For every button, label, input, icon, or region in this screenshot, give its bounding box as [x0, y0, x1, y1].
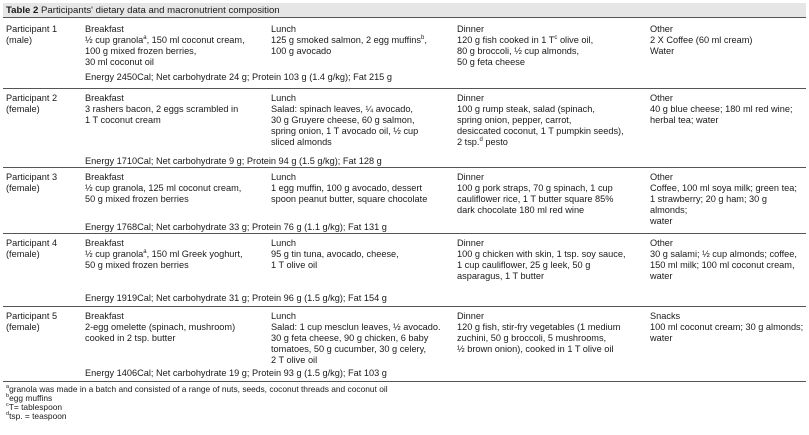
- table-bottom-rule: [3, 381, 806, 382]
- participant-name: Participant 2: [6, 93, 58, 103]
- lunch-heading: Lunch: [271, 172, 297, 182]
- footnote-text: T= tablespoon: [8, 402, 63, 412]
- lunch-text: Salad: 1 cup mesclun leaves, ½ avocado. 30 g feta cheese, 90 g chicken, 6 baby tomatoes, 50 g cucumber, 30 g celery, 2 T olive oil: [271, 322, 441, 365]
- breakfast-text: 3 rashers bacon, 2 eggs scrambled in 1 T coconut cream: [85, 104, 239, 125]
- participant-name: Participant 1: [6, 24, 58, 34]
- footnote-text: egg muffins: [9, 393, 53, 403]
- breakfast-text: ½ cup granola: [85, 249, 144, 259]
- participant-name: Participant 5: [6, 311, 58, 321]
- lunch-cell: [271, 238, 451, 271]
- lunch-text: 95 g tin tuna, avocado, cheese, 1 T olive oil: [271, 249, 399, 270]
- other-text: 2 X Coffee (60 ml cream) Water: [650, 35, 753, 56]
- participant-sex: (male): [6, 35, 33, 45]
- footnote-ref: a: [143, 34, 147, 41]
- footnote-mark: b: [6, 393, 10, 400]
- dinner-heading: Dinner: [457, 311, 485, 321]
- dinner-text: 120 g fish, stir-fry vegetables (1 medium zuchini, 50 g broccoli, 5 mushrooms, ½ brown onion), cooked in 1 T olive oil: [457, 322, 621, 354]
- other-text: 30 g salami; ½ cup almonds; coffee, 150 ml milk; 100 ml coconut cream, water: [650, 249, 797, 281]
- footnote-ref: d: [479, 136, 483, 143]
- dinner-text: 100 g pork straps, 70 g spinach, 1 cup cauliflower rice, 1 T butter square 85% dark chocolate 180 ml red wine: [457, 183, 614, 215]
- lunch-cell: [271, 311, 451, 366]
- footnote-ref: a: [143, 248, 147, 255]
- participant-id: [6, 311, 81, 333]
- other-heading: Snacks: [650, 311, 681, 321]
- other-cell: [650, 93, 805, 126]
- breakfast-text: 100 g mixed frozen berries, 30 ml coconut oil: [85, 46, 197, 67]
- footnote: [6, 385, 388, 394]
- other-cell: [650, 24, 805, 57]
- dinner-text: pesto: [482, 137, 508, 147]
- participant-sex: (female): [6, 322, 40, 332]
- breakfast-heading: Breakfast: [85, 311, 124, 321]
- participant-id: [6, 238, 81, 260]
- breakfast-cell: [85, 172, 260, 205]
- breakfast-heading: Breakfast: [85, 24, 124, 34]
- footnote-text: tsp. = teaspoon: [9, 411, 67, 421]
- other-cell: [650, 172, 805, 227]
- other-heading: Other: [650, 24, 673, 34]
- participant-sex: (female): [6, 183, 40, 193]
- lunch-text: Salad: spinach leaves, ¼ avocado, 30 g Gruyere cheese, 60 g salmon, spring onion, 1 T avocado oil, ½ cup sliced almonds: [271, 104, 419, 147]
- dinner-heading: Dinner: [457, 24, 485, 34]
- breakfast-cell: [85, 93, 260, 126]
- footnote-text: granola was made in a batch and consisted of a range of nuts, seeds, coconut threads and coconut oil: [9, 384, 388, 394]
- row-divider: [3, 88, 806, 89]
- table-label: Table 2: [6, 5, 39, 16]
- footnote-ref: c: [554, 34, 558, 41]
- dinner-text: 80 g broccoli, ½ cup almonds, 50 g feta cheese: [457, 46, 580, 67]
- breakfast-text: , 150 ml Greek yoghurt,: [146, 249, 243, 259]
- lunch-cell: [271, 93, 451, 148]
- dinner-cell: [457, 172, 635, 216]
- lunch-heading: Lunch: [271, 24, 297, 34]
- participant-sex: (female): [6, 249, 40, 259]
- other-heading: Other: [650, 93, 673, 103]
- footnote-ref: b: [420, 34, 425, 41]
- lunch-text: 100 g avocado: [271, 46, 332, 56]
- breakfast-text: ½ cup granola: [85, 35, 144, 45]
- participant-summary: Energy 1768Cal; Net carbohydrate 33 g; Protein 76 g (1.1 g/kg); Fat 131 g: [85, 222, 387, 232]
- lunch-text: 1 egg muffin, 100 g avocado, dessert spoon peanut butter, square chocolate: [271, 183, 428, 204]
- breakfast-heading: Breakfast: [85, 93, 124, 103]
- participant-summary: Energy 1406Cal; Net carbohydrate 19 g; Protein 93 g (1.5 g/kg); Fat 103 g: [85, 368, 387, 378]
- other-cell: [650, 311, 805, 344]
- breakfast-cell: [85, 24, 260, 68]
- participant-sex: (female): [6, 104, 40, 114]
- dinner-text: 2 tsp.: [457, 137, 480, 147]
- other-text: Coffee, 100 ml soya milk; green tea; 1 strawberry; 20 g ham; 30 g almonds; water: [650, 183, 797, 226]
- lunch-heading: Lunch: [271, 93, 297, 103]
- breakfast-text: 50 g mixed frozen berries: [85, 260, 189, 270]
- footnote-mark: c: [6, 402, 9, 409]
- breakfast-heading: Breakfast: [85, 172, 124, 182]
- row-divider: [3, 233, 806, 234]
- participant-name: Participant 4: [6, 238, 58, 248]
- table-caption: Participants' dietary data and macronutrient composition: [41, 5, 280, 16]
- other-text: 40 g blue cheese; 180 ml red wine; herbal tea; water: [650, 104, 793, 125]
- participant-id: [6, 172, 81, 194]
- lunch-cell: [271, 172, 451, 205]
- lunch-text: 125 g smoked salmon, 2 egg muffins: [271, 35, 421, 45]
- header-rule: [3, 17, 806, 18]
- footnote: [6, 412, 67, 421]
- lunch-cell: [271, 24, 451, 57]
- dinner-heading: Dinner: [457, 172, 485, 182]
- participant-id: [6, 24, 81, 46]
- dinner-heading: Dinner: [457, 238, 485, 248]
- participant-name: Participant 3: [6, 172, 58, 182]
- dinner-text: 100 g chicken with skin, 1 tsp. soy sauce, 1 cup cauliflower, 25 g leek, 50 g asparagus, 1 T butter: [457, 249, 626, 281]
- dinner-cell: [457, 238, 635, 282]
- dinner-cell: [457, 311, 635, 355]
- row-divider: [3, 167, 806, 168]
- dinner-heading: Dinner: [457, 93, 485, 103]
- participant-summary: Energy 1710Cal; Net carbohydrate 9 g; Protein 94 g (1.5 g/kg); Fat 128 g: [85, 156, 382, 166]
- participant-summary: Energy 1919Cal; Net carbohydrate 31 g; Protein 96 g (1.5 g/kg); Fat 154 g: [85, 293, 387, 303]
- breakfast-cell: [85, 311, 260, 344]
- other-heading: Other: [650, 172, 673, 182]
- lunch-heading: Lunch: [271, 238, 297, 248]
- dinner-text: 120 g fish cooked in 1 T: [457, 35, 555, 45]
- participant-id: [6, 93, 81, 115]
- row-divider: [3, 306, 806, 307]
- footnote-mark: a: [6, 384, 10, 391]
- breakfast-heading: Breakfast: [85, 238, 124, 248]
- footnote-mark: d: [6, 411, 10, 418]
- dinner-cell: [457, 93, 635, 148]
- other-cell: [650, 238, 805, 282]
- breakfast-text: , 150 ml coconut cream,: [146, 35, 245, 45]
- breakfast-text: ½ cup granola, 125 ml coconut cream, 50 g mixed frozen berries: [85, 183, 242, 204]
- dinner-cell: [457, 24, 635, 68]
- lunch-text: ,: [424, 35, 427, 45]
- lunch-heading: Lunch: [271, 311, 297, 321]
- table-title: [6, 5, 280, 16]
- dinner-text: olive oil,: [557, 35, 594, 45]
- participant-summary: Energy 2450Cal; Net carbohydrate 24 g; Protein 103 g (1.4 g/kg); Fat 215 g: [85, 72, 392, 82]
- breakfast-text: 2-egg omelette (spinach, mushroom) cooked in 2 tsp. butter: [85, 322, 236, 343]
- breakfast-cell: [85, 238, 260, 271]
- dinner-text: 100 g rump steak, salad (spinach, spring onion, pepper, carrot, desiccated coconut, 1 T pumpkin seeds),: [457, 104, 624, 136]
- other-heading: Other: [650, 238, 673, 248]
- other-text: 100 ml coconut cream; 30 g almonds; water: [650, 322, 804, 343]
